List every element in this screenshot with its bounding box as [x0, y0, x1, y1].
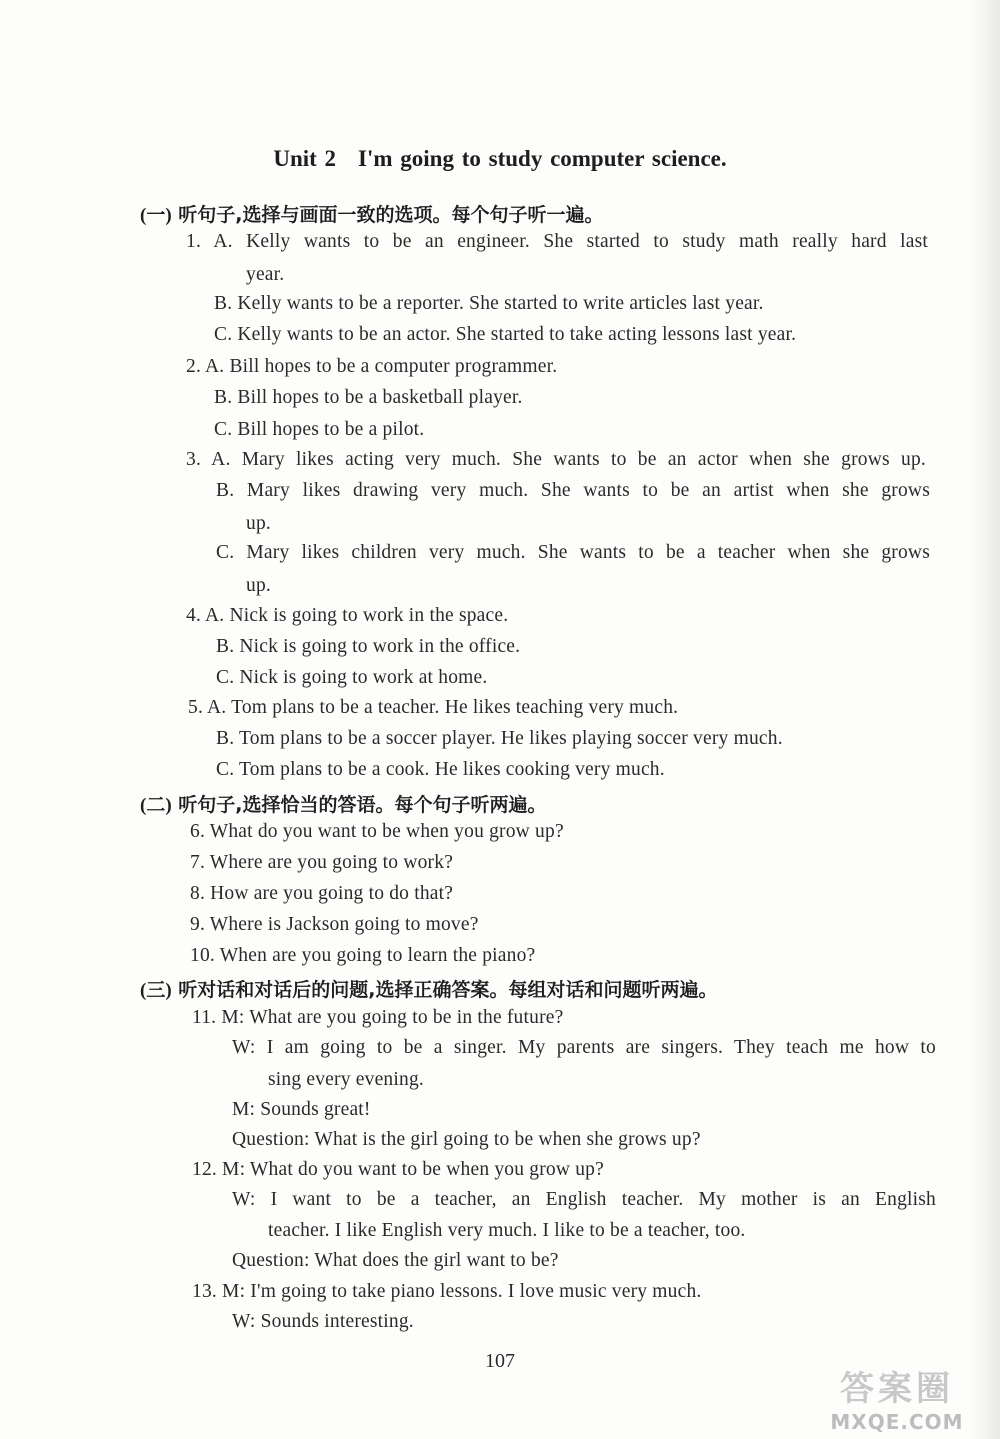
list-item: 9. Where is Jackson going to move?	[190, 914, 479, 935]
dialogue-line: W: I am going to be a singer. My parents are singers. They teach me how to	[232, 1037, 936, 1058]
list-item: C. Nick is going to work at home.	[216, 667, 488, 688]
section-heading-2: (二) 听句子,选择恰当的答语。每个句子听两遍。	[140, 794, 547, 816]
dialogue-line: W: I want to be a teacher, an English teacher. My mother is an English	[232, 1189, 936, 1210]
dialogue-line: M: Sounds great!	[232, 1099, 371, 1120]
list-item: 8. How are you going to do that?	[190, 883, 454, 904]
list-item: 10. When are you going to learn the piano?	[190, 945, 536, 966]
question-line: Question: What is the girl going to be when she grows up?	[232, 1129, 701, 1150]
list-item: C. Tom plans to be a cook. He likes cooking very much.	[216, 759, 665, 780]
list-item: 7. Where are you going to work?	[190, 852, 454, 873]
list-item: C. Mary likes children very much. She wants to be a teacher when she grows	[216, 542, 930, 563]
dialogue-line: 12. M: What do you want to be when you grow up?	[192, 1159, 604, 1180]
dialogue-line: 13. M: I'm going to take piano lessons. I love music very much.	[192, 1281, 702, 1302]
dialogue-line: sing every evening.	[268, 1069, 424, 1090]
list-item: 2. A. Bill hopes to be a computer programmer.	[186, 356, 558, 377]
list-item: 4. A. Nick is going to work in the space.	[186, 605, 509, 626]
list-item: C. Bill hopes to be a pilot.	[214, 419, 425, 440]
dialogue-line: 11. M: What are you going to be in the future?	[192, 1007, 564, 1028]
dialogue-line: teacher. I like English very much. I like to be a teacher, too.	[268, 1220, 746, 1241]
page-edge-shadow	[972, 0, 1000, 1439]
unit-title: I'm going to study computer science.	[358, 146, 727, 171]
list-item: up.	[246, 513, 271, 534]
list-item: 3. A. Mary likes acting very much. She wants to be an actor when she grows up.	[186, 449, 926, 470]
list-item: year.	[246, 264, 285, 285]
dialogue-line: W: Sounds interesting.	[232, 1311, 414, 1332]
section-heading-3: (三) 听对话和对话后的问题,选择正确答案。每组对话和问题听两遍。	[140, 979, 718, 1001]
watermark-logo: 答案圈 MXQE.COM	[830, 1369, 964, 1434]
list-item: B. Nick is going to work in the office.	[216, 636, 521, 657]
list-item: B. Tom plans to be a soccer player. He likes playing soccer very much.	[216, 728, 783, 749]
list-item: 5. A. Tom plans to be a teacher. He likes teaching very much.	[188, 697, 679, 718]
list-item: 1. A. Kelly wants to be an engineer. She started to study math really hard last	[186, 231, 928, 252]
list-item: C. Kelly wants to be an actor. She started to take acting lessons last year.	[214, 324, 797, 345]
list-item: 6. What do you want to be when you grow up?	[190, 821, 564, 842]
list-item: B. Mary likes drawing very much. She wants to be an artist when she grows	[216, 480, 930, 501]
unit-label: Unit 2	[273, 146, 337, 171]
list-item: up.	[246, 575, 271, 596]
page-number: 107	[485, 1350, 515, 1372]
question-line: Question: What does the girl want to be?	[232, 1250, 559, 1271]
section-heading-1: (一) 听句子,选择与画面一致的选项。每个句子听一遍。	[140, 204, 604, 226]
list-item: B. Bill hopes to be a basketball player.	[214, 387, 523, 408]
page-title	[0, 146, 1000, 172]
list-item: B. Kelly wants to be a reporter. She started to write articles last year.	[214, 293, 764, 314]
